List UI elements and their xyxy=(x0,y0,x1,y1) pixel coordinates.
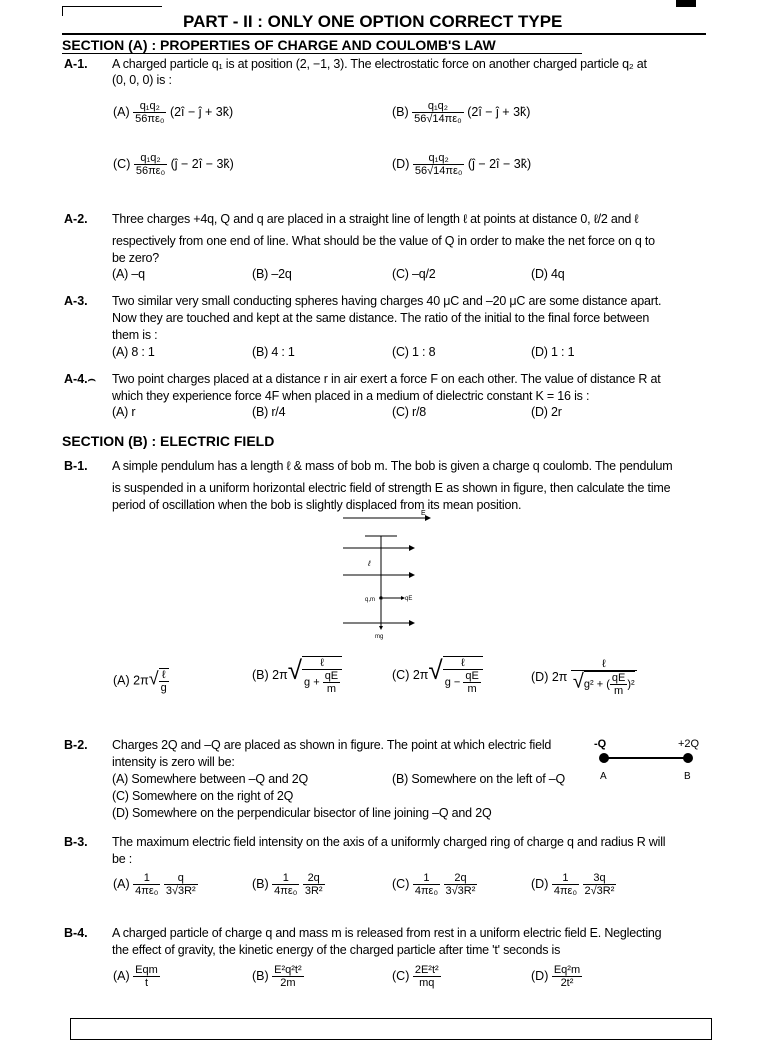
option-d[interactable]: (D) 4q xyxy=(531,267,565,281)
vector: (2î − ĵ + 3k̂) xyxy=(467,104,531,119)
numerator: q xyxy=(164,872,198,885)
option-label: (B) xyxy=(252,668,269,682)
fraction xyxy=(133,964,160,989)
denominator: 3√3R² xyxy=(165,885,196,897)
option-c[interactable]: (C) r/8 xyxy=(392,405,427,419)
two-pi: 2π xyxy=(412,668,429,682)
question-text: Two similar very small conducting spheres having charges 40 μC and –20 μC are some distance apart. xyxy=(112,294,662,308)
fraction xyxy=(412,100,464,125)
option-label: (D) xyxy=(531,968,549,983)
section-b-title: SECTION (B) : ELECTRIC FIELD xyxy=(62,433,275,449)
question-text: which they experience force 4F when placed in a medium of dielectric constant K = 16 is : xyxy=(112,389,590,403)
denominator: 56√14πε₀ xyxy=(414,113,462,125)
numerator: q₁q₂ xyxy=(413,152,465,165)
denominator: 56√14πε₀ xyxy=(414,165,463,177)
section-a-rule xyxy=(62,53,582,54)
option-c[interactable]: (C) –q/2 xyxy=(392,267,436,281)
question-text: Now they are touched and kept at the same distance. The ratio of the initial to the final force between xyxy=(112,311,650,325)
fraction xyxy=(272,964,304,989)
fraction xyxy=(413,152,465,177)
question-text: A charged particle of charge q and mass m is released from rest in a uniform electric field E. Neglecting xyxy=(112,926,662,940)
inner-fraction xyxy=(463,670,480,695)
denominator: t xyxy=(144,977,148,989)
option-d[interactable] xyxy=(392,152,531,177)
option-label: (A) xyxy=(113,876,130,891)
option-d[interactable] xyxy=(531,964,582,989)
point-a-label: A xyxy=(600,771,607,782)
denominator: 56πε₀ xyxy=(135,113,165,125)
denominator: 4πε₀ xyxy=(135,885,159,897)
question-text: A simple pendulum has a length ℓ & mass of bob m. The bob is given a charge q coulomb. The pendulum xyxy=(112,459,673,473)
question-id: B-4. xyxy=(64,926,88,940)
question-text: Two point charges placed at a distance r in air exert a force F on each other. The value of distance R at xyxy=(112,372,661,386)
option-c[interactable] xyxy=(392,655,483,695)
inner-fraction xyxy=(610,672,627,697)
option-c[interactable] xyxy=(113,152,234,177)
mg-label: mg xyxy=(375,634,384,640)
question-text: A charged particle q₁ is at position (2, −1, 3). The electrostatic force on another charged particle q₂ at xyxy=(112,57,647,71)
radical-sign: √ xyxy=(572,670,584,693)
numerator: 2q xyxy=(303,872,325,885)
numerator: 1 xyxy=(133,872,160,885)
denominator: 4πε₀ xyxy=(553,885,578,897)
option-c[interactable]: (C) Somewhere on the right of 2Q xyxy=(112,789,294,803)
question-id: B-3. xyxy=(64,835,88,849)
fraction xyxy=(303,872,325,897)
fraction xyxy=(571,658,637,697)
field-arrow xyxy=(409,620,415,626)
footer-box xyxy=(70,1018,712,1040)
charges-figure xyxy=(590,735,710,785)
vector: (ĵ − 2î − 3k̂) xyxy=(170,156,234,171)
radical-sign: √ xyxy=(428,655,443,685)
denominator xyxy=(443,670,483,695)
denominator: m xyxy=(614,685,624,697)
fraction xyxy=(134,152,167,177)
question-text: the effect of gravity, the kinetic energy of the charged particle after time 't' seconds is xyxy=(112,943,561,957)
fraction xyxy=(272,872,299,897)
g-plus: g + xyxy=(304,676,320,689)
denominator: 2t² xyxy=(560,977,574,989)
option-a[interactable]: (A) r xyxy=(112,405,136,419)
vector: (2î − ĵ + 3k̂) xyxy=(169,104,234,119)
denominator: 3√3R² xyxy=(445,885,476,897)
denominator: 2m xyxy=(280,977,296,989)
option-c[interactable]: (C) 1 : 8 xyxy=(392,345,436,359)
option-d[interactable]: (D) 1 : 1 xyxy=(531,345,575,359)
field-arrow xyxy=(409,572,415,578)
question-text: The maximum electric field intensity on the axis of a uniformly charged ring of charge q and radius R will xyxy=(112,835,666,849)
denominator: m xyxy=(467,683,477,696)
question-text: be zero? xyxy=(112,251,160,265)
question-id: A-1. xyxy=(64,57,88,71)
option-a[interactable]: (A) –q xyxy=(112,267,145,281)
fraction xyxy=(443,656,483,695)
top-rule xyxy=(62,6,162,7)
option-label: (D) xyxy=(392,156,410,171)
option-label: (B) xyxy=(252,968,269,983)
pendulum-bob xyxy=(379,596,383,600)
numerator: q₁q₂ xyxy=(412,100,464,113)
vector: (ĵ − 2î − 3k̂) xyxy=(467,156,532,171)
option-a[interactable]: (A) 8 : 1 xyxy=(112,345,155,359)
numerator: qE xyxy=(465,670,479,683)
section-a-title: SECTION (A) : PROPERTIES OF CHARGE AND COULOMB'S LAW xyxy=(62,37,496,53)
numerator: q₁q₂ xyxy=(134,152,167,165)
denominator: 4πε₀ xyxy=(414,885,439,897)
pendulum-figure xyxy=(335,508,435,643)
option-b[interactable] xyxy=(392,100,530,125)
option-c[interactable] xyxy=(392,872,477,897)
option-b[interactable]: (B) 4 : 1 xyxy=(252,345,295,359)
denominator: mq xyxy=(419,977,435,989)
numerator: 2q xyxy=(444,872,478,885)
fraction xyxy=(164,872,198,897)
point-b-label: B xyxy=(684,771,691,782)
denominator: g xyxy=(160,682,167,694)
numerator: ℓ xyxy=(159,669,169,682)
top-corner-mark xyxy=(676,0,696,7)
question-text: intensity is zero will be: xyxy=(112,755,235,769)
numerator: 1 xyxy=(272,872,299,885)
fraction xyxy=(159,668,169,694)
option-a[interactable]: (A) Somewhere between –Q and 2Q xyxy=(112,772,308,786)
question-id: B-1. xyxy=(64,459,88,473)
option-b[interactable]: (B) –2q xyxy=(252,267,292,281)
option-b[interactable]: (B) Somewhere on the left of –Q xyxy=(392,772,566,786)
field-arrow xyxy=(425,515,431,521)
numerator: 1 xyxy=(552,872,579,885)
option-label: (A) xyxy=(113,673,130,688)
denominator: 2√3R² xyxy=(584,885,615,897)
numerator: 1 xyxy=(413,872,440,885)
neg-charge xyxy=(599,753,609,763)
option-d[interactable]: (D) 2r xyxy=(531,405,562,419)
question-id: A-3. xyxy=(64,294,88,308)
option-a[interactable] xyxy=(113,668,169,694)
option-d[interactable]: (D) Somewhere on the perpendicular bisector of line joining –Q and 2Q xyxy=(112,806,492,820)
option-label: (B) xyxy=(252,876,269,891)
option-a[interactable] xyxy=(113,100,233,125)
g2-plus: g² + xyxy=(583,678,604,691)
question-text: Three charges +4q, Q and q are placed in a straight line of length ℓ at points at distance 0, ℓ/2 and ℓ xyxy=(112,212,639,226)
question-text: is suspended in a uniform horizontal electric field of strength E as shown in figure, then calculate the time xyxy=(112,481,671,495)
numerator: Eq²m xyxy=(553,964,581,976)
denominator: m xyxy=(326,683,336,696)
question-id: A-4.⌢ xyxy=(64,372,96,386)
question-text: period of oscillation when the bob is slightly displaced from its mean position. xyxy=(112,498,522,512)
numerator: 3q xyxy=(583,872,617,885)
fraction xyxy=(133,100,166,125)
fraction xyxy=(133,872,160,897)
page-border-line xyxy=(62,6,63,16)
fraction xyxy=(413,964,441,989)
qe-label: qE xyxy=(405,596,413,602)
length-label: ℓ xyxy=(368,559,371,568)
option-label: (D) xyxy=(531,669,549,684)
denominator: 56πε₀ xyxy=(135,165,166,177)
numerator: ℓ xyxy=(571,658,637,671)
pos-charge-label: +2Q xyxy=(678,738,700,750)
option-label: (C) xyxy=(392,968,410,983)
field-label: E xyxy=(421,510,426,517)
numerator: ℓ xyxy=(443,657,483,670)
part-title: PART - II : ONLY ONE OPTION CORRECT TYPE xyxy=(183,12,563,31)
option-c[interactable] xyxy=(392,964,441,989)
option-label: (B) xyxy=(392,104,409,119)
option-b[interactable] xyxy=(252,872,325,897)
radical-sign: √ xyxy=(287,655,303,685)
option-label: (A) xyxy=(113,104,130,119)
option-d[interactable] xyxy=(531,658,637,697)
option-label: (A) xyxy=(113,968,130,983)
option-b[interactable] xyxy=(252,964,304,989)
option-label: (C) xyxy=(392,668,410,682)
fraction xyxy=(302,656,342,695)
option-b[interactable]: (B) r/4 xyxy=(252,405,286,419)
question-text: respectively from one end of line. What should be the value of Q in order to make the net force on q to xyxy=(112,234,655,248)
option-label: (C) xyxy=(392,876,410,891)
denominator: 3R² xyxy=(304,885,323,897)
option-label: (C) xyxy=(113,156,131,171)
two-pi: 2π xyxy=(272,668,288,682)
part-title-rule xyxy=(62,33,706,35)
fraction xyxy=(552,872,579,897)
question-id: B-2. xyxy=(64,738,88,752)
denominator xyxy=(571,671,637,697)
fraction xyxy=(552,964,582,989)
option-label: (D) xyxy=(531,876,549,891)
radicand: g² + ( $\frac{qE}{m}$ )² xyxy=(583,672,635,697)
two-pi: 2π xyxy=(133,673,149,688)
numerator: qE xyxy=(611,672,626,684)
g-minus: g − xyxy=(444,676,461,689)
option-a[interactable] xyxy=(113,964,160,989)
inner-fraction xyxy=(323,670,340,695)
question-text: be : xyxy=(112,852,133,866)
numerator: ℓ xyxy=(302,657,342,670)
question-text: them is : xyxy=(112,328,158,342)
fraction xyxy=(413,872,440,897)
fraction xyxy=(444,872,478,897)
question-text: Charges 2Q and –Q are placed as shown in figure. The point at which electric field xyxy=(112,738,552,752)
question-id: A-2. xyxy=(64,212,88,226)
numerator: Eqm xyxy=(135,964,158,976)
numerator: 2E²t² xyxy=(414,964,439,976)
denominator: 4πε₀ xyxy=(274,885,298,897)
numerator: q₁q₂ xyxy=(133,100,166,113)
numerator: E²q²t² xyxy=(274,964,302,976)
option-b[interactable] xyxy=(252,655,342,695)
neg-charge-label: -Q xyxy=(594,738,607,750)
question-text: (0, 0, 0) is : xyxy=(112,73,172,87)
two-pi: 2π xyxy=(551,669,568,684)
numerator: qE xyxy=(324,670,339,683)
denominator xyxy=(302,670,342,695)
option-a[interactable] xyxy=(113,872,198,897)
radical-sign: √ xyxy=(148,668,159,689)
pos-charge xyxy=(683,753,693,763)
field-arrow xyxy=(409,545,415,551)
charge-mass-label: q,m xyxy=(365,597,376,603)
option-d[interactable] xyxy=(531,872,616,897)
mg-arrow-head xyxy=(379,626,383,630)
fraction xyxy=(583,872,617,897)
